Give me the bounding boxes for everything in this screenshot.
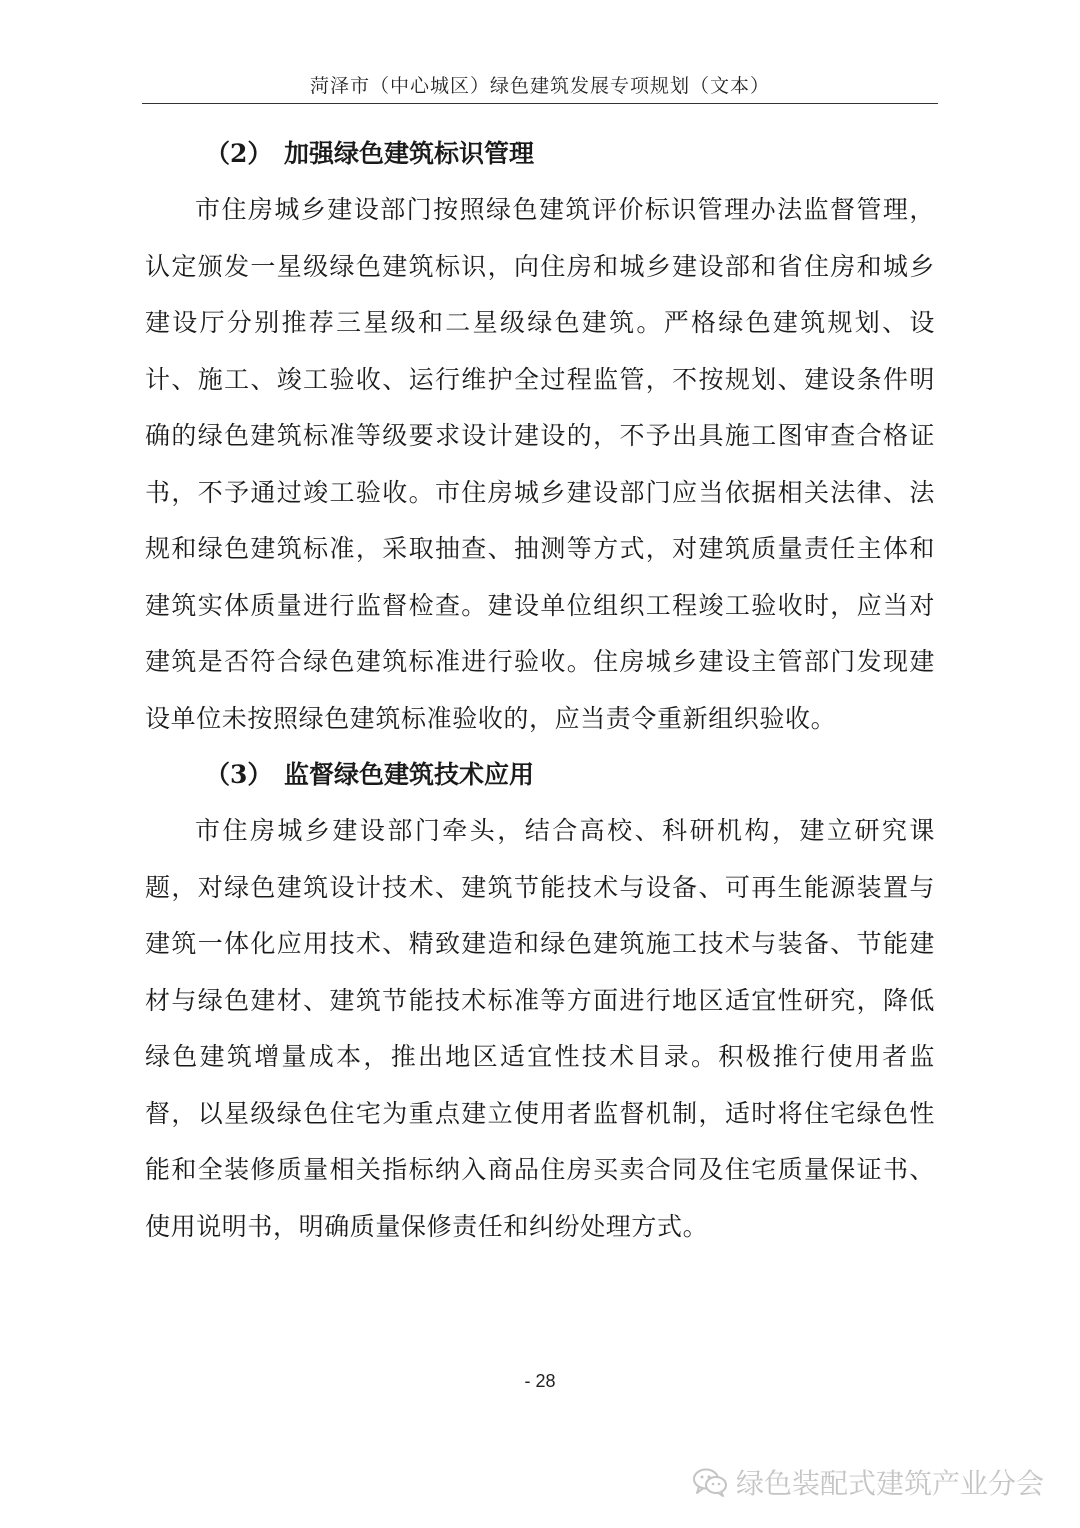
document-body (145, 126, 935, 1255)
section-title: 监督绿色建筑技术应用 (284, 760, 535, 789)
running-header: 菏泽市（中心城区）绿色建筑发展专项规划（文本） (309, 75, 770, 97)
header-rule (142, 103, 938, 104)
page-number: - 28 (524, 1371, 556, 1391)
watermark (692, 1462, 1044, 1502)
section-number: （2） (205, 139, 273, 168)
watermark-text: 绿色装配式建筑产业分会 (735, 1467, 1044, 1500)
section-paragraph: 市住房城乡建设部门按照绿色建筑评价标识管理办法监督管理，认定颁发一星级绿色建筑标识，向住房和城乡建设部和省住房和城乡建设厅分别推荐三星级和二星级绿色建筑。严格绿色建筑规划、设计、施工、竣工验收、运行维护全过程监管，不按规划、建设条件明确的绿色建筑标准等级要求设计建设的，不予出具施工图审查合格证书，不予通过竣工验收。市住房城乡建设部门应当依据相关法律、法规和绿色建筑标准，采取抽查、抽测等方式，对建筑质量责任主体和建筑实体质量进行监督检查。建设单位组织工程竣工验收时，应当对建筑是否符合绿色建筑标准进行验收。住房城乡建设主管部门发现建设单位未按照绿色建筑标准验收的，应当责令重新组织验收。 (145, 195, 935, 733)
section-number: （3） (205, 760, 273, 789)
section-heading-2 (145, 126, 935, 182)
section-title: 加强绿色建筑标识管理 (284, 139, 535, 168)
wechat-icon (692, 1467, 728, 1497)
section-paragraph: 市住房城乡建设部门牵头，结合高校、科研机构，建立研究课题，对绿色建筑设计技术、建筑节能技术与设备、可再生能源装置与建筑一体化应用技术、精致建造和绿色建筑施工技术与装备、节能建材与绿色建材、建筑节能技术标准等方面进行地区适宜性研究，降低绿色建筑增量成本，推出地区适宜性技术目录。积极推行使用者监督，以星级绿色住宅为重点建立使用者监督机制，适时将住宅绿色性能和全装修质量相关指标纳入商品住房买卖合同及住宅质量保证书、使用说明书，明确质量保修责任和纠纷处理方式。 (145, 816, 935, 1241)
section-heading-3 (145, 747, 935, 803)
